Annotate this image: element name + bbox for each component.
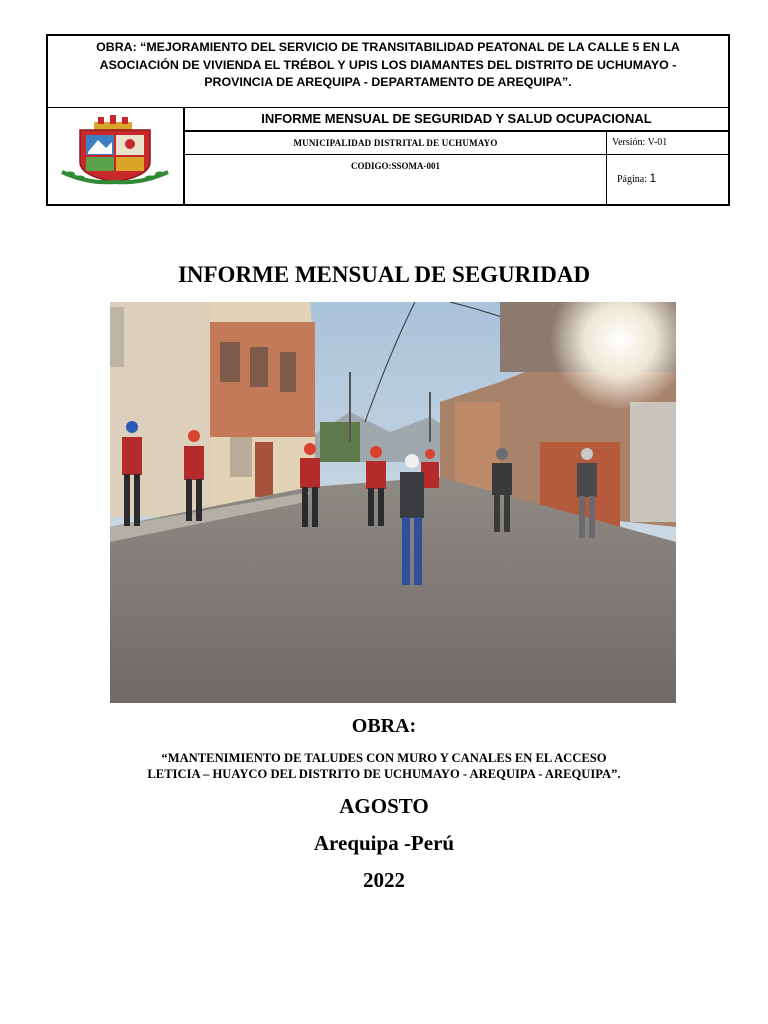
municipality-name: MUNICIPALIDAD DISTRITAL DE UCHUMAYO: [185, 132, 607, 154]
header-row-code: [185, 155, 728, 204]
document-code: CODIGO:SSOMA-001: [185, 155, 607, 204]
project-title-line: ASOCIACIÓN DE VIVIENDA EL TRÉBOL Y UPIS LOS DIAMANTES DEL DISTRITO DE UCHUMAYO -: [99, 57, 677, 72]
header-row-municipality: [185, 132, 728, 155]
main-title: INFORME MENSUAL DE SEGURIDAD: [177, 262, 591, 287]
project-title: [48, 36, 728, 108]
report-year: 2022: [363, 868, 405, 892]
project-title-line: OBRA: “MEJORAMIENTO DEL SERVICIO DE TRANSITABILIDAD PEATONAL DE LA CALLE 5 EN LA: [96, 40, 680, 54]
report-location: Arequipa -Perú: [313, 831, 455, 855]
site-photo: [110, 302, 676, 703]
logo-cell: [48, 108, 185, 204]
page-label: Página:: [617, 174, 647, 185]
report-month: AGOSTO: [339, 794, 429, 818]
version-label: Versión: V-01: [612, 137, 668, 148]
document-header: [46, 34, 730, 206]
report-name: INFORME MENSUAL DE SEGURIDAD Y SALUD OCUPACIONAL: [185, 108, 728, 132]
page-number: 1: [649, 171, 657, 185]
municipal-coat-of-arms-logo: [48, 108, 181, 202]
work-label: OBRA:: [351, 715, 417, 737]
work-description: [0, 750, 768, 782]
project-title-line: PROVINCIA DE AREQUIPA - DEPARTAMENTO DE AREQUIPA”.: [204, 75, 572, 89]
work-description-line: LETICIA – HUAYCO DEL DISTRITO DE UCHUMAYO - AREQUIPA - AREQUIPA”.: [147, 767, 621, 781]
work-description-line: “MANTENIMIENTO DE TALUDES CON MURO Y CANALES EN EL ACCESO: [161, 751, 607, 765]
page-indicator: [617, 171, 656, 185]
